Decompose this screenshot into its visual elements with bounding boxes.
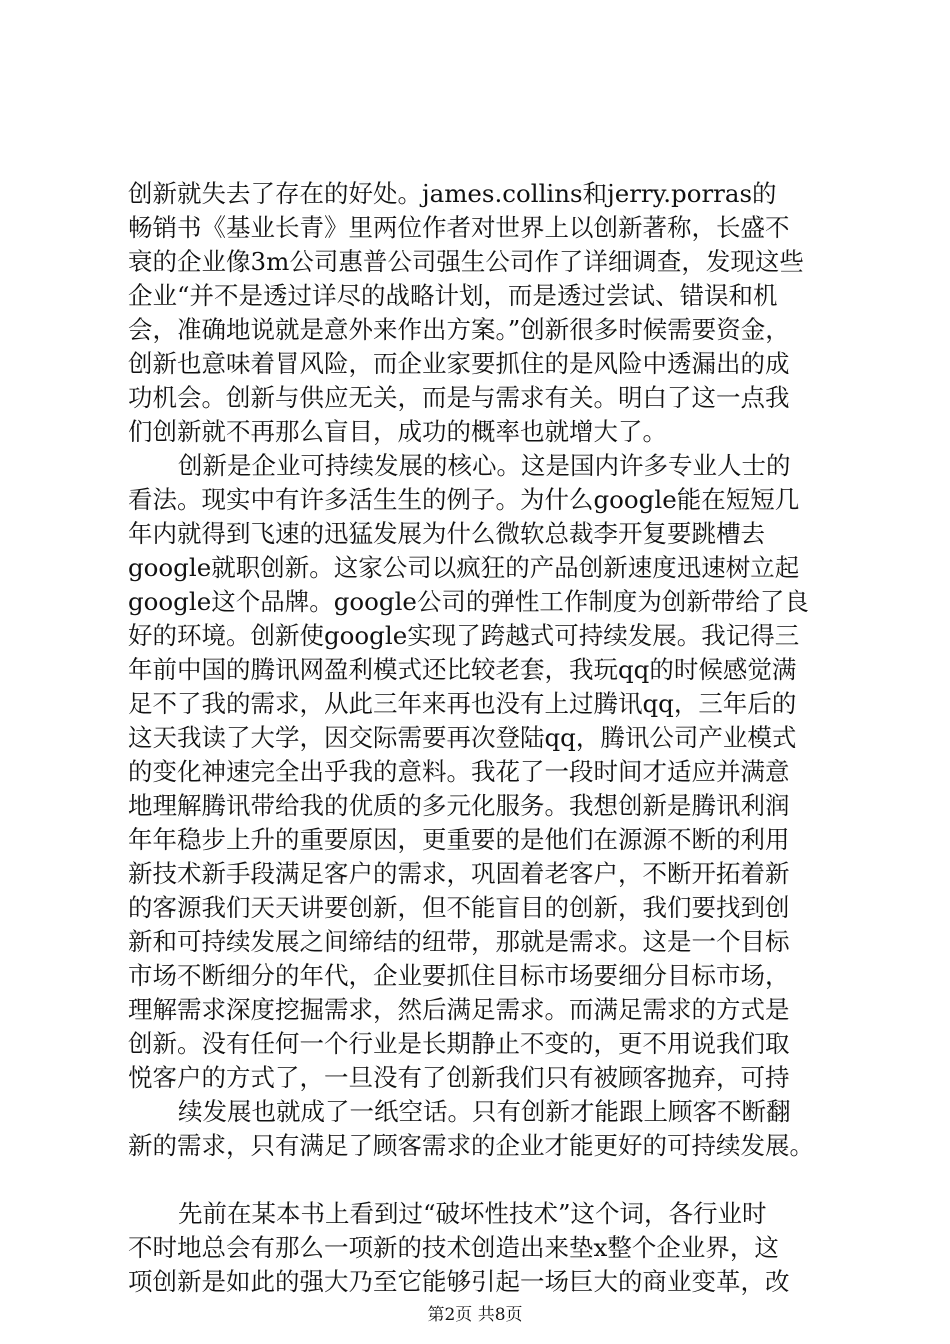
text-line: 项创新是如此的强大乃至它能够引起一场巨大的商业变革，改: [128, 1267, 790, 1296]
text-line: 的变化神速完全出乎我的意料。我花了一段时间才适应并满意: [128, 757, 790, 786]
text-line: 好的环境。创新使google实现了跨越式可持续发展。我记得三: [128, 621, 800, 650]
text-line: 理解需求深度挖掘需求，然后满足需求。而满足需求的方式是: [128, 995, 790, 1024]
text-line: 这天我读了大学，因交际需要再次登陆qq，腾讯公司产业模式: [128, 723, 797, 752]
text-line: 衰的企业像3m公司惠普公司强生公司作了详细调查，发现这些: [128, 247, 804, 276]
text-line: 不时地总会有那么一项新的技术创造出来垫x整个企业界，这: [128, 1233, 779, 1262]
text-line: 悦客户的方式了，一旦没有了创新我们只有被顾客抛弃，可持: [128, 1063, 790, 1092]
text-line: 创新是企业可持续发展的核心。这是国内许多专业人士的: [178, 451, 791, 480]
text-line: google就职创新。这家公司以疯狂的产品创新速度迅速树立起: [128, 553, 800, 582]
text-line: 会，准确地说就是意外来作出方案。”创新很多时候需要资金，: [128, 315, 790, 344]
text-line: 续发展也就成了一纸空话。只有创新才能跟上顾客不断翻: [178, 1097, 791, 1126]
text-line: 企业“并不是透过详尽的战略计划，而是透过尝试、错误和机: [128, 281, 778, 310]
text-line: 先前在某本书上看到过“破坏性技术”这个词，各行业时: [178, 1199, 767, 1228]
text-line: 的客源我们天天讲要创新，但不能盲目的创新，我们要找到创: [128, 893, 790, 922]
text-line: 新和可持续发展之间缔结的纽带，那就是需求。这是一个目标: [128, 927, 790, 956]
text-line: 们创新就不再那么盲目，成功的概率也就增大了。: [128, 417, 667, 446]
text-line: 市场不断细分的年代，企业要抓住目标市场要细分目标市场，: [128, 961, 790, 990]
text-line: 功机会。创新与供应无关，而是与需求有关。明白了这一点我: [128, 383, 790, 412]
text-line: 地理解腾讯带给我的优质的多元化服务。我想创新是腾讯利润: [128, 791, 790, 820]
text-line: 年前中国的腾讯网盈利模式还比较老套，我玩qq的时候感觉满: [128, 655, 797, 684]
text-line: 新技术新手段满足客户的需求，巩固着老客户，不断开拓着新: [128, 859, 790, 888]
text-line: 创新也意味着冒风险，而企业家要抓住的是风险中透漏出的成: [128, 349, 790, 378]
text-line: 畅销书《基业长青》里两位作者对世界上以创新著称，长盛不: [128, 213, 790, 242]
text-line: 年年稳步上升的重要原因，更重要的是他们在源源不断的利用: [128, 825, 790, 854]
text-line: 创新。没有任何一个行业是长期静止不变的，更不用说我们取: [128, 1029, 790, 1058]
text-line: 创新就失去了存在的好处。james.collins和jerry.porras的: [128, 179, 777, 208]
text-line: google这个品牌。google公司的弹性工作制度为创新带给了良: [128, 587, 809, 616]
text-line: 年内就得到飞速的迅猛发展为什么微软总裁李开复要跳槽去: [128, 519, 765, 548]
page-number: 第2页 共8页: [427, 1305, 523, 1325]
text-line: 新的需求，只有满足了顾客需求的企业才能更好的可持续发展。: [128, 1131, 814, 1160]
text-line: 足不了我的需求，从此三年来再也没有上过腾讯qq，三年后的: [128, 689, 797, 718]
text-line: 看法。现实中有许多活生生的例子。为什么google能在短短几: [128, 485, 800, 514]
